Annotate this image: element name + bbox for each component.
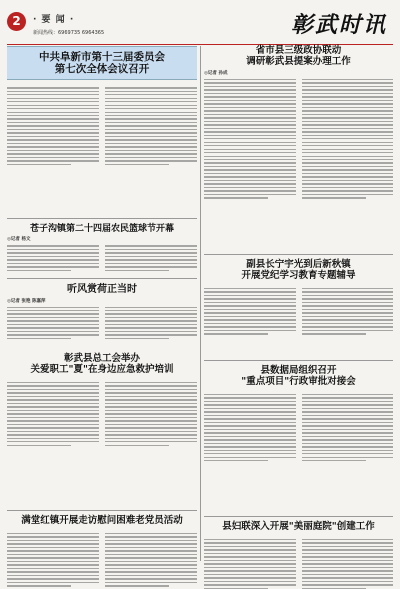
left-column	[7, 46, 197, 561]
article-body	[204, 391, 393, 462]
article-body	[7, 379, 197, 446]
article-body	[204, 76, 393, 199]
paper-title-logo: 彰武时讯	[290, 12, 387, 38]
masthead	[7, 6, 393, 45]
article-body	[7, 304, 197, 340]
article-party-visit	[7, 516, 197, 587]
article-body	[204, 285, 393, 335]
article-headline: 满堂红镇开展走访慰问困难老党员活动	[21, 515, 183, 526]
article-headline-l1: 中共阜新市第十三届委员会	[39, 51, 165, 63]
article-body	[204, 536, 393, 589]
article-body	[7, 84, 197, 165]
article-headline-l1: 省市县三级政协联动	[255, 45, 342, 56]
article-headline-l2: 开展党纪学习教育专题辅导	[241, 269, 356, 281]
hotline-text: 新闻热线：6969735 6964365	[33, 30, 105, 36]
article-headline: 县妇联深入开展"美丽庭院"创建工作	[222, 521, 375, 532]
article-headline: 听风赏荷正当时	[67, 284, 137, 295]
column-divider	[200, 46, 201, 561]
article-basketball	[7, 224, 197, 271]
article-byline: ◎记者 孙成	[204, 70, 228, 76]
article-data-bureau	[204, 366, 393, 461]
article-headline-l2: 调研彰武县提案办理工作	[246, 55, 351, 67]
article-headline-l2: "重点项目"行政审批对接会	[241, 375, 356, 387]
article-cppcc	[204, 46, 393, 199]
article-body	[7, 530, 197, 587]
article-headline-l2: 关爱职工"夏"在身边应急救护培训	[30, 363, 174, 375]
article-first-aid	[7, 354, 197, 446]
section-title: · 要 闻 ·	[33, 15, 75, 25]
article-byline: ◎记者 杨文	[7, 237, 31, 243]
article-byline: ◎记者 张艳 陈嘉萍	[7, 298, 46, 304]
article-headline-l1: 副县长宁宇光到后新秋镇	[246, 259, 351, 270]
headline-box	[7, 46, 197, 80]
article-headline-l1: 县数据局组织召开	[260, 365, 337, 376]
article-headline-l1: 彰武县总工会举办	[63, 353, 140, 364]
article-headline: 苍子沟镇第二十四届农民篮球节开幕	[29, 224, 174, 234]
content-columns	[7, 46, 393, 561]
article-womens-federation	[204, 522, 393, 589]
page-number: 2	[7, 12, 26, 31]
article-headline-l2: 第七次全体会议召开	[54, 63, 150, 76]
right-column	[204, 46, 393, 561]
article-body	[7, 242, 197, 271]
article-plenary	[7, 46, 197, 165]
article-discipline-study	[204, 260, 393, 335]
article-lotus	[7, 284, 197, 339]
